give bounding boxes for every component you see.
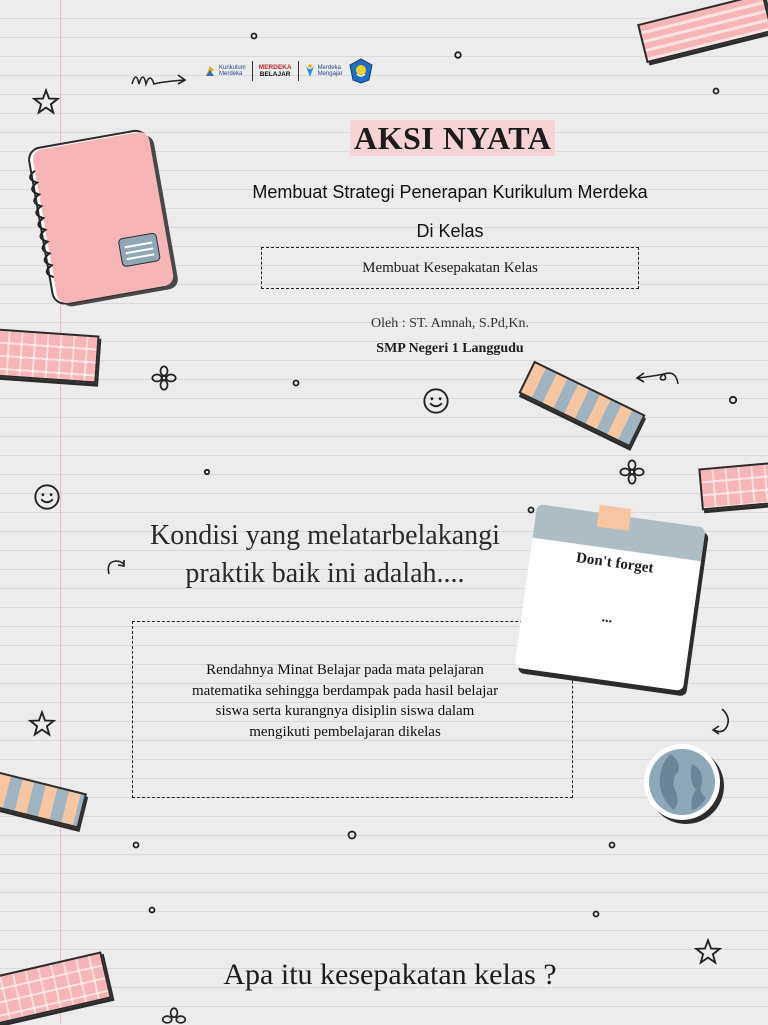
section1-heading-line-1: Kondisi yang melatarbelakangi: [150, 520, 500, 551]
page-title: AKSI NYATA: [350, 120, 555, 156]
smiley-icon: [422, 387, 450, 415]
condition-line-2: matematika sehingga berdampak pada hasil belajar: [191, 682, 499, 699]
flower-icon: [150, 364, 178, 392]
logo-merdeka-belajar-line2: BELAJAR: [259, 71, 291, 78]
curly-arrow-icon: [632, 366, 682, 388]
condition-line-1: Rendahnya Minat Belajar pada mata pelajaran: [206, 662, 484, 678]
dont-forget-note: [514, 504, 705, 691]
logo-merdeka-belajar-line1: MERDEKA: [258, 64, 292, 71]
section2-question: Apa itu kesepakatan kelas ?: [223, 958, 557, 991]
flower-icon: [160, 1006, 188, 1024]
topic-box: [261, 247, 639, 289]
curly-arrow-icon: [708, 706, 734, 736]
condition-line-4: mengikuti pembelajaran dikelas: [249, 723, 441, 740]
logo-kurikulum-line1: Kurikulum: [219, 65, 246, 71]
topic-text: Membuat Kesepakatan Kelas: [362, 260, 538, 276]
globe-icon: [640, 740, 726, 826]
author-text: Oleh : ST. Amnah, S.Pd,Kn.: [370, 316, 530, 331]
logo-mengajar-line1: Merdeka: [317, 65, 341, 71]
section1-heading-line-2: praktik baik ini adalah....: [185, 558, 465, 589]
subtitle-line-2: Di Kelas: [416, 221, 484, 241]
flower-icon: [618, 458, 646, 486]
note-content: ...: [600, 610, 614, 627]
smiley-icon: [33, 483, 61, 511]
note-label: Don't forget: [575, 549, 655, 577]
logo-mengajar-line2: Mengajar: [317, 71, 343, 77]
washi-tape-grid: [0, 328, 100, 383]
condition-line-3: siswa serta kurangnya disiplin siswa dalam: [215, 703, 475, 719]
school-text: SMP Negeri 1 Langgudu: [376, 341, 524, 356]
washi-tape-grid: [698, 462, 768, 511]
subtitle-line-1: Membuat Strategi Penerapan Kurikulum Merdeka: [252, 182, 648, 202]
note-tape: [597, 505, 632, 531]
logo-kurikulum-line2: Merdeka: [219, 71, 243, 77]
